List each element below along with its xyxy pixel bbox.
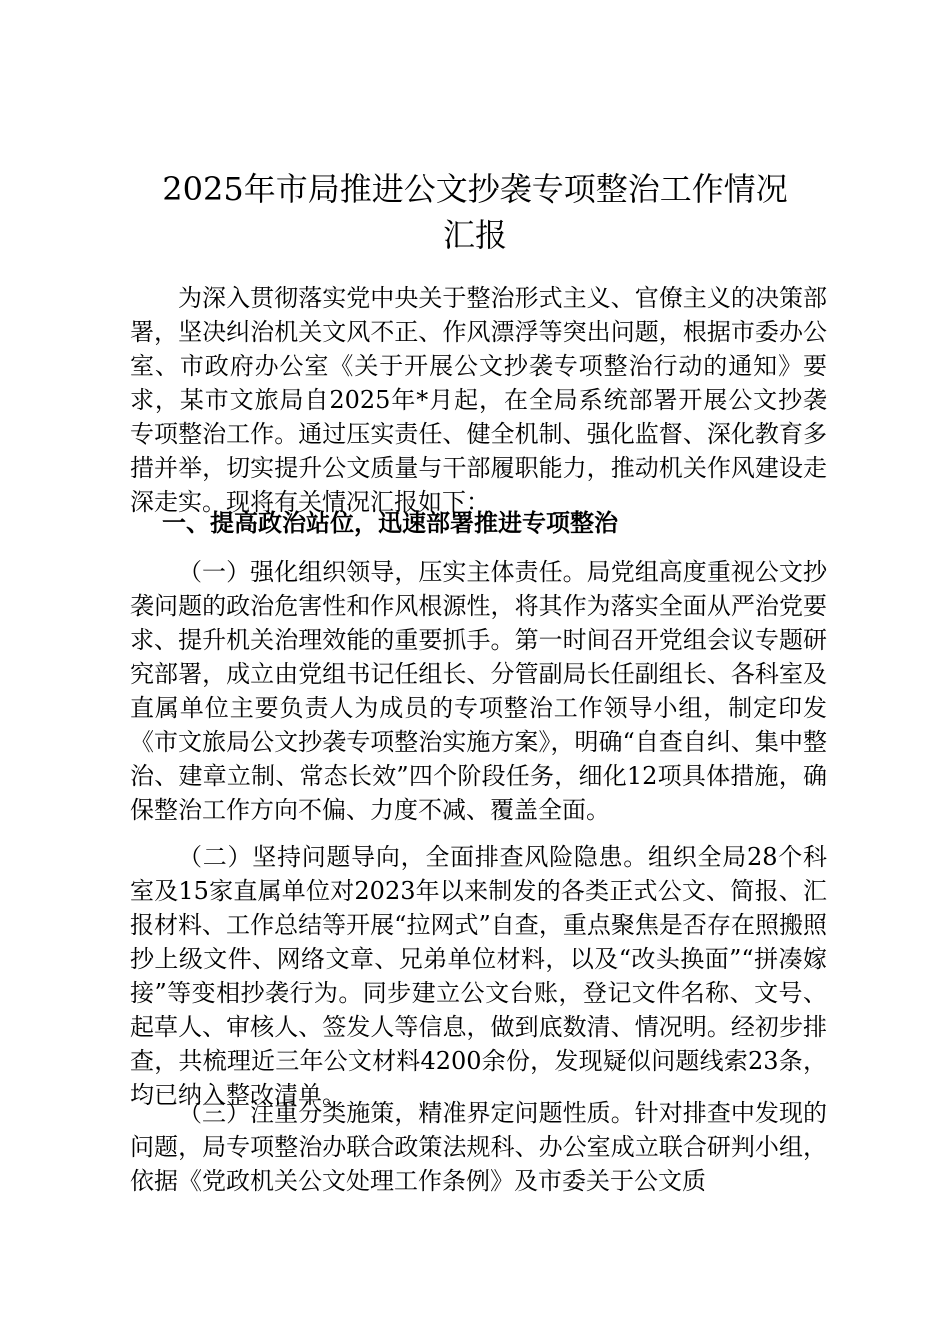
title-line-2: 汇报 xyxy=(442,216,507,254)
paragraph-2: （二）坚持问题导向，全面排查风险隐患。组织全局28个科室及15家直属单位对2023年以来制发的各类正式公文、简报、汇报材料、工作总结等开展“拉网式”自查，重点聚焦是否存在照搬照抄上级文件、网络文章、兄弟单位材料，以及“改头换面”“拼凑嫁接”等变相抄袭行为。同步建立公文台账，登记文件名称、文号、起草人、审核人、签发人等信息，做到底数清、情况明。经初步排查，共梳理近三年公文材料4200余份，发现疑似问题线索23条，均已纳入整改清单。 xyxy=(130,843,827,1109)
intro-paragraph: 为深入贯彻落实党中央关于整治形式主义、官僚主义的决策部署，坚决纠治机关文风不正、作风漂浮等突出问题，根据市委办公室、市政府办公室《关于开展公文抄袭专项整治行动的通知》要求，某市文旅局自2025年*月起，在全局系统部署开展公文抄袭专项整治工作。通过压实责任、健全机制、强化监督、深化教育多措并举，切实提升公文质量与干部履职能力，推动机关作风建设走深走实。现将有关情况汇报如下： xyxy=(130,284,827,516)
document-title xyxy=(120,166,830,258)
section-1-heading: 一、提高政治站位，迅速部署推进专项整治 xyxy=(162,508,618,537)
paragraph-3: （三）注重分类施策，精准界定问题性质。针对排查中发现的问题，局专项整治办联合政策法规科、办公室成立联合研判小组，依据《党政机关公文处理工作条例》及市委关于公文质 xyxy=(130,1099,827,1195)
paragraph-1: （一）强化组织领导，压实主体责任。局党组高度重视公文抄袭问题的政治危害性和作风根源性，将其作为落实全面从严治党要求、提升机关治理效能的重要抓手。第一时间召开党组会议专题研究部署，成立由党组书记任组长、分管副局长任副组长、各科室及直属单位主要负责人为成员的专项整治工作领导小组，制定印发《市文旅局公文抄袭专项整治实施方案》，明确“自查自纠、集中整治、建章立制、常态长效”四个阶段任务，细化12项具体措施，确保整治工作方向不偏、力度不减、覆盖全面。 xyxy=(130,558,827,824)
title-line-1: 2025年市局推进公文抄袭专项整治工作情况 xyxy=(162,170,788,208)
